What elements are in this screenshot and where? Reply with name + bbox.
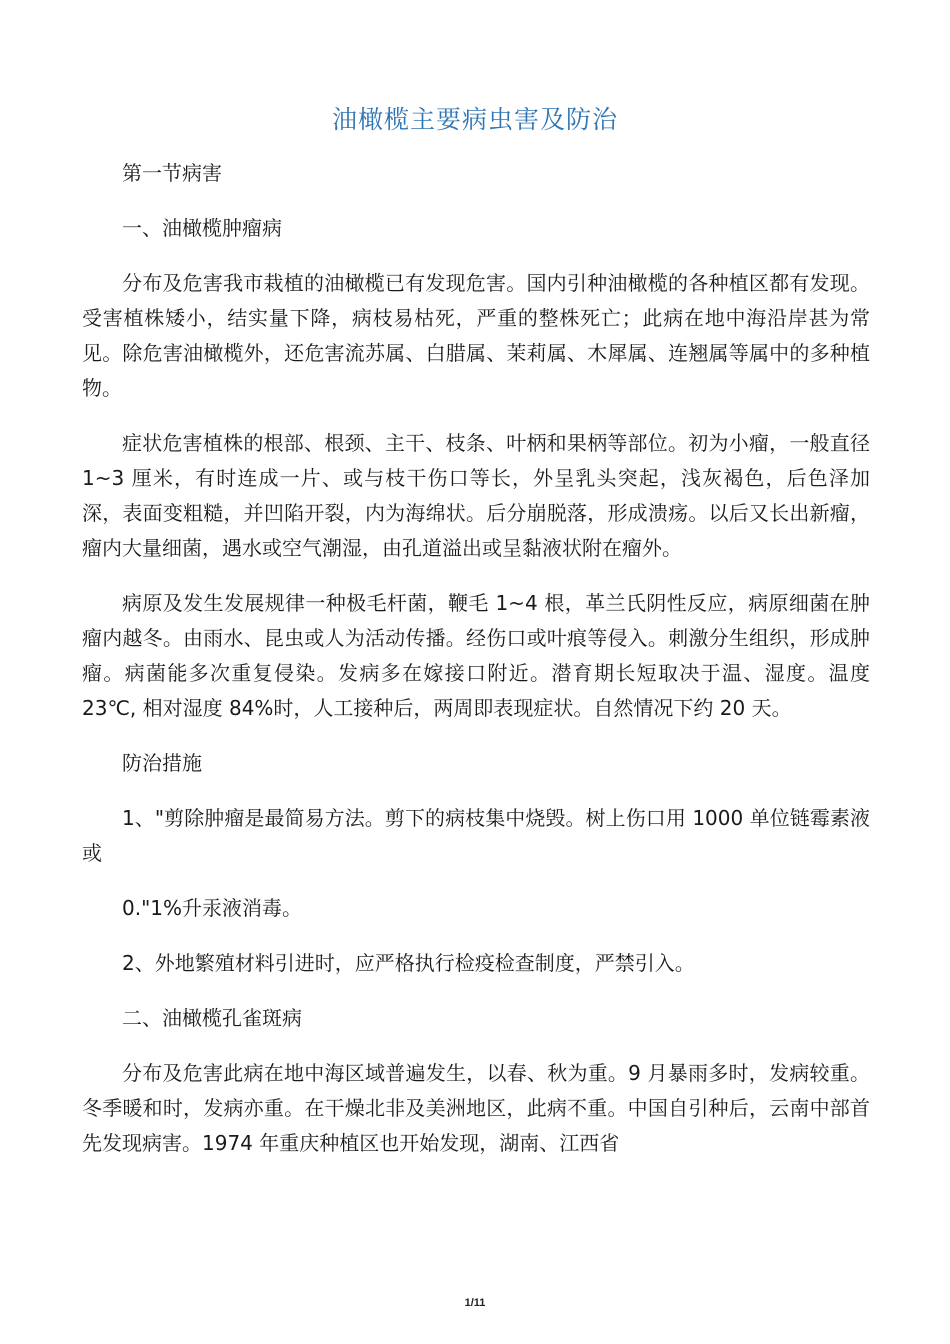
- page-number: 1/11: [464, 1297, 486, 1309]
- list-item: 2、外地繁殖材料引进时，应严格执行检疫检查制度，严禁引入。: [122, 951, 695, 975]
- list-item-continuation: 0."1%升汞液消毒。: [122, 896, 303, 920]
- section-heading: 第一节病害: [122, 161, 222, 185]
- body-paragraph: 症状危害植株的根部、根颈、主干、枝条、叶柄和果柄等部位。初为小瘤，一般直径 1~3 厘米，有时连成一片、或与枝干伤口等长，外呈乳头突起，浅灰褐色，后色泽加深，表面变粗糙，并凹陷开裂，内为海绵状。后分崩脱落，形成溃疡。以后又长出新瘤，瘤内大量细菌，遇水或空气潮湿，由孔道溢出或呈黏液状附在瘤外。: [82, 431, 870, 560]
- document-title: 油橄榄主要病虫害及防治: [331, 105, 618, 134]
- body-paragraph: 病原及发生发展规律一种极毛杆菌，鞭毛 1~4 根，革兰氏阴性反应，病原细菌在肿瘤内越冬。由雨水、昆虫或人为活动传播。经伤口或叶痕等侵入。刺激分生组织，形成肿瘤。病菌能多次重复侵染。发病多在嫁接口附近。潜育期长短取决于温、湿度。温度 23℃, 相对湿度 84%时，人工接种后，两周即表现症状。自然情况下约 20 天。: [82, 591, 870, 720]
- body-paragraph: 分布及危害此病在地中海区域普遍发生，以春、秋为重。9 月暴雨多时，发病较重。冬季暖和时，发病亦重。在干燥北非及美洲地区，此病不重。中国自引种后，云南中部首先发现病害。1974 年重庆种植区也开始发现，湖南、江西省: [82, 1061, 870, 1155]
- document-body: [82, 156, 870, 1181]
- subsection-heading: 一、油橄榄肿瘤病: [122, 216, 282, 240]
- body-paragraph: 分布及危害我市栽植的油橄榄已有发现危害。国内引种油橄榄的各种植区都有发现。受害植株矮小，结实量下降，病枝易枯死，严重的整株死亡；此病在地中海沿岸甚为常见。除危害油橄榄外，还危害流苏属、白腊属、茉莉属、木犀属、连翘属等属中的多种植物。: [82, 271, 870, 400]
- subsection-heading: 防治措施: [122, 751, 202, 775]
- subsection-heading: 二、油橄榄孔雀斑病: [122, 1006, 302, 1030]
- list-item: 1、"剪除肿瘤是最简易方法。剪下的病枝集中烧毁。树上伤口用 1000 单位链霉素液或: [82, 806, 870, 865]
